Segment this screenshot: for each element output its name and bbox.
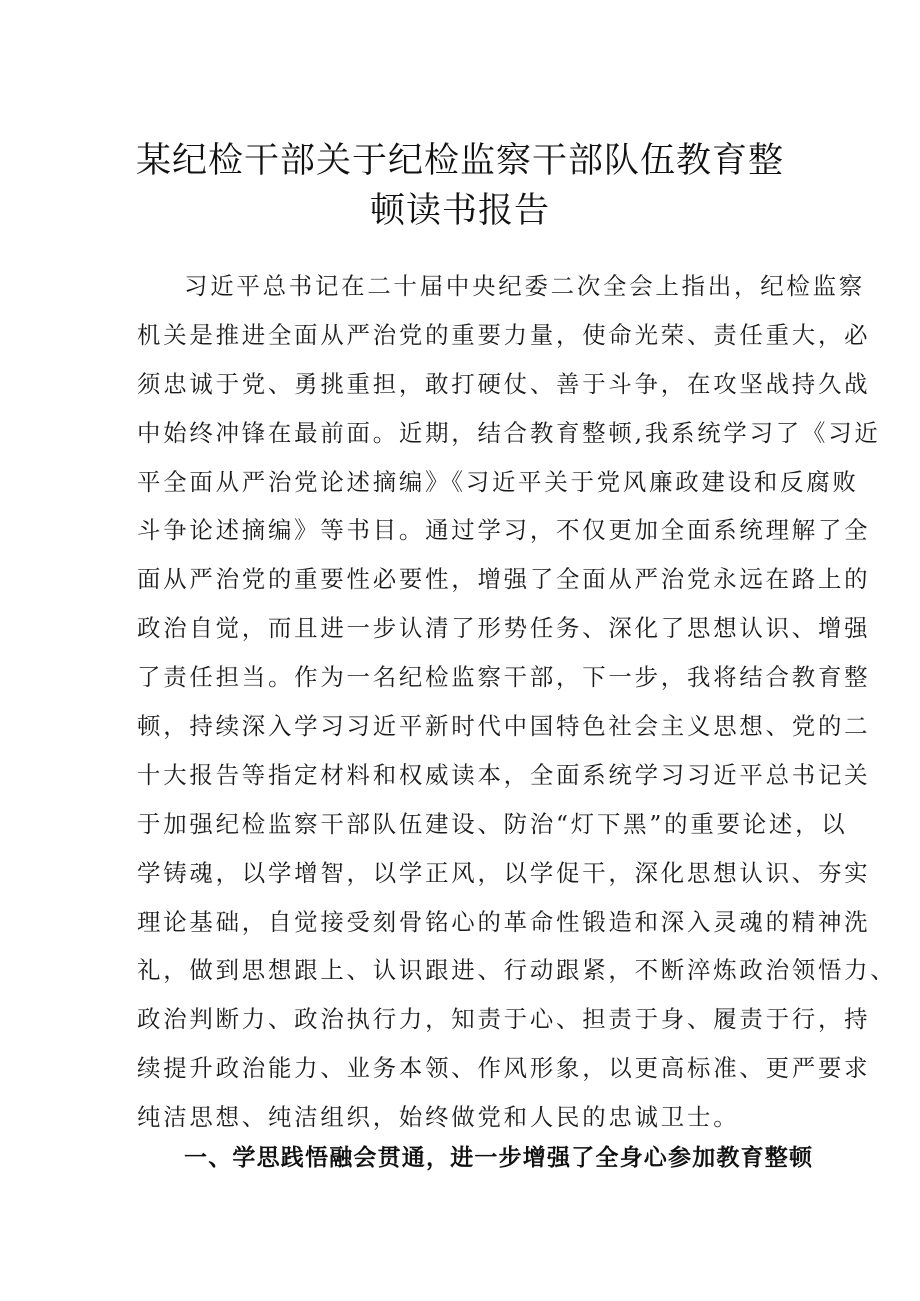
paragraph-line: 中始终冲锋在最前面。近期，结合教育整顿,我系统学习了《习近 [137,418,881,447]
paragraph-line: 须忠诚于党、勇挑重担，敢打硬仗、善于斗争，在攻坚战持久战 [137,369,871,398]
title-line-1: 某纪检干部关于纪检监察干部队伍教育整 [135,141,784,181]
section-heading: 一、学思践悟融会贯通，进一步增强了全身心参加教育整顿 [184,1145,814,1171]
paragraph-line: 理论基础，自觉接受刻骨铭心的革命性锻造和深入灵魂的精神洗 [137,907,871,936]
paragraph-line: 政治判断力、政治执行力，知责于心、担责于身、履责于行，持 [137,1005,871,1034]
paragraph-line: 顿，持续深入学习习近平新时代中国特色社会主义思想、党的二 [137,712,871,741]
body-paragraph [137,262,897,1142]
paragraph-line: 斗争论述摘编》等书目。通过学习，不仅更加全面系统理解了全 [137,516,871,545]
paragraph-line: 于加强纪检监察干部队伍建设、防治“灯下黑”的重要论述，以 [137,809,848,838]
paragraph-line: 续提升政治能力、业务本领、作风形象，以更高标准、更严要求 [137,1054,871,1083]
paragraph-line: 十大报告等指定材料和权威读本，全面系统学习习近平总书记关 [137,760,871,789]
paragraph-line: 平全面从严治党论述摘编》《习近平关于党风廉政建设和反腐败 [137,467,859,496]
title-line-2: 顿读书报告 [369,191,550,231]
paragraph-line: 面从严治党的重要性必要性，增强了全面从严治党永远在路上的 [137,565,871,594]
paragraph-line: 学铸魂，以学增智，以学正风，以学促干，深化思想认识、夯实 [137,858,871,887]
paragraph-line: 了责任担当。作为一名纪检监察干部，下一步，我将结合教育整 [137,663,871,692]
paragraph-line: 习近平总书记在二十届中央纪委二次全会上指出，纪检监察 [184,272,865,300]
document-title [100,136,820,236]
paragraph-line: 政治自觉，而且进一步认清了形势任务、深化了思想认识、增强 [137,614,871,643]
paragraph-line: 礼，做到思想跟上、认识跟进、行动跟紧，不断淬炼政治领悟力、 [137,956,897,985]
paragraph-line: 机关是推进全面从严治党的重要力量，使命光荣、责任重大，必 [137,320,871,349]
paragraph-line: 纯洁思想、纯洁组织，始终做党和人民的忠诚卫士。 [137,1103,740,1132]
